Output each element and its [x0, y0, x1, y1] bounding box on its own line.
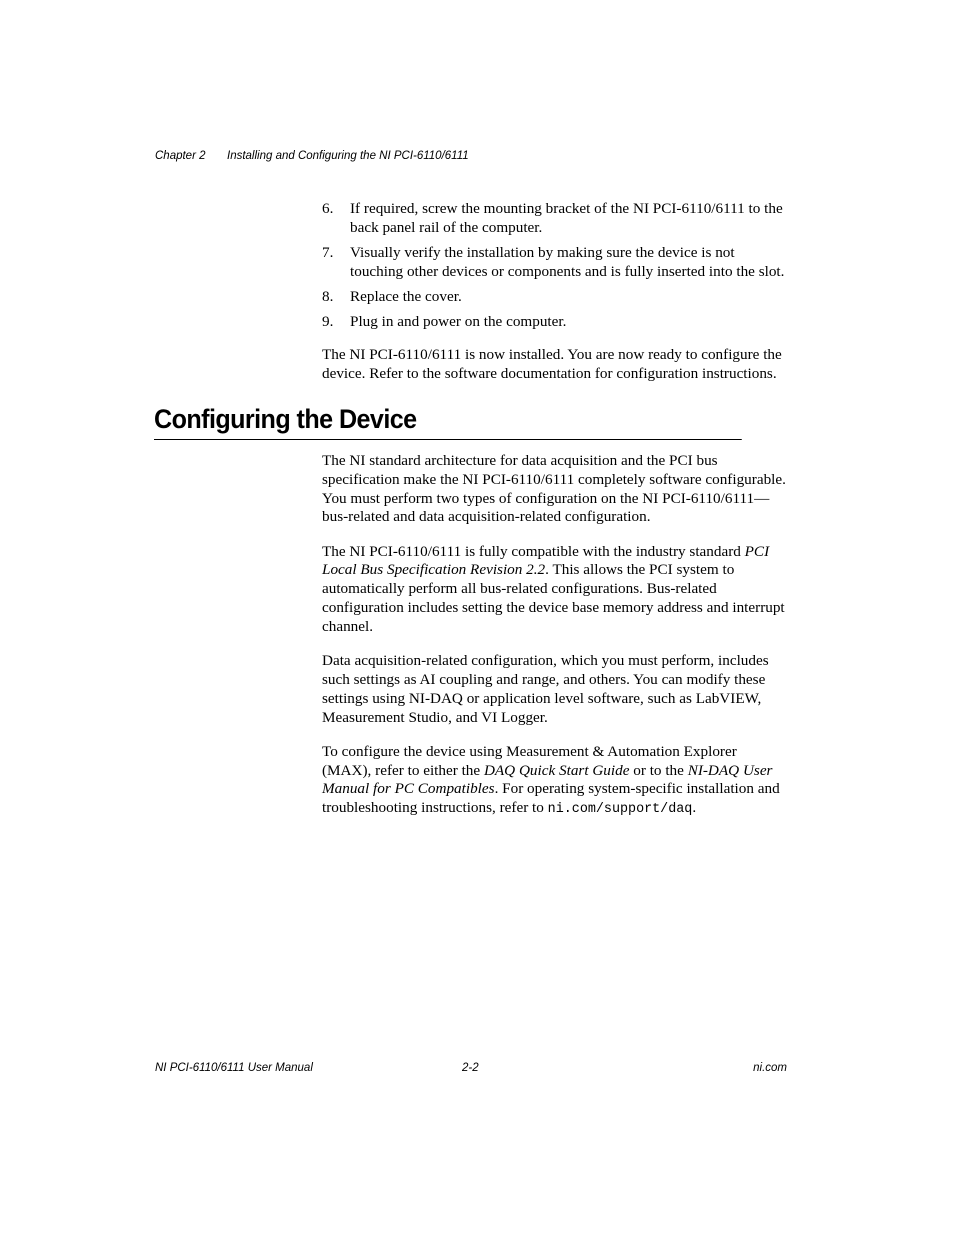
- step-number: 8.: [322, 288, 334, 306]
- step-text: Replace the cover.: [350, 288, 462, 306]
- paragraph-architecture: The NI standard architecture for data acquisition and the PCI bus specification make the NI PCI-6110/6111 completely software configurable. You must perform two types of configuration on the NI PCI-6110/6111—bus-related and data acquisition-related configuration.: [322, 452, 786, 526]
- step-text: Visually verify the installation by making sure the device is not touching other devices or components and is fully inserted into the slot.: [350, 244, 785, 280]
- list-item: [322, 288, 788, 307]
- header-title: Installing and Configuring the NI PCI-6110/6111: [227, 150, 469, 162]
- nidaq-manual-title: NI-DAQ User Manual for PC Compatibles: [322, 761, 773, 798]
- text-run: The NI PCI-6110/6111 is fully compatible with the industry standard: [322, 542, 745, 560]
- pci-spec-title: PCI Local Bus Specification Revision 2.2: [322, 542, 770, 579]
- quick-start-guide-title: DAQ Quick Start Guide: [483, 761, 630, 779]
- installed-paragraph: The NI PCI-6110/6111 is now installed. You are now ready to configure the device. Refer to the software documentation for configuration instructions.: [322, 346, 782, 382]
- text-run: . For operating system-specific installation and troubleshooting instructions, refer to: [322, 780, 780, 817]
- running-header: [155, 150, 469, 162]
- paragraph-pci-compat: [322, 543, 788, 637]
- paragraph-daq-config: Data acquisition-related configuration, which you must perform, includes such settings as AI coupling and range, and others. You can modify these settings using NI-DAQ or application level software, such as LabVIEW, Measurement Studio, and VI Logger.: [322, 652, 769, 726]
- step-number: 9.: [322, 313, 334, 331]
- step-number: 6.: [322, 200, 334, 217]
- section-heading: Configuring the Device: [154, 402, 742, 440]
- list-item: [322, 244, 788, 282]
- list-item: [322, 313, 788, 332]
- step-text: Plug in and power on the computer.: [350, 313, 567, 331]
- text-run: .: [692, 799, 697, 817]
- footer-website: ni.com: [753, 1062, 787, 1074]
- text-run: . This allows the PCI system to automatically perform all bus-related configurations. Bus-related configuration includes setting the device base memory address and interrupt channel.: [322, 561, 785, 635]
- page-number: 2-2: [462, 1062, 479, 1074]
- text-run: or to the: [629, 761, 688, 779]
- section-body: [322, 452, 788, 836]
- paragraph-max-config: [322, 743, 788, 820]
- header-chapter: Chapter 2: [155, 150, 206, 162]
- list-item: [322, 200, 788, 238]
- text-run: To configure the device using Measurement & Automation Explorer (MAX), refer to either the: [322, 742, 737, 779]
- support-link[interactable]: ni.com/support/daq: [547, 802, 693, 818]
- step-number: 7.: [322, 244, 334, 262]
- step-text: If required, screw the mounting bracket of the NI PCI-6110/6111 to the back panel rail of the computer.: [350, 200, 783, 236]
- footer-manual-title: NI PCI-6110/6111 User Manual: [155, 1062, 313, 1074]
- installation-steps-list: [322, 200, 788, 339]
